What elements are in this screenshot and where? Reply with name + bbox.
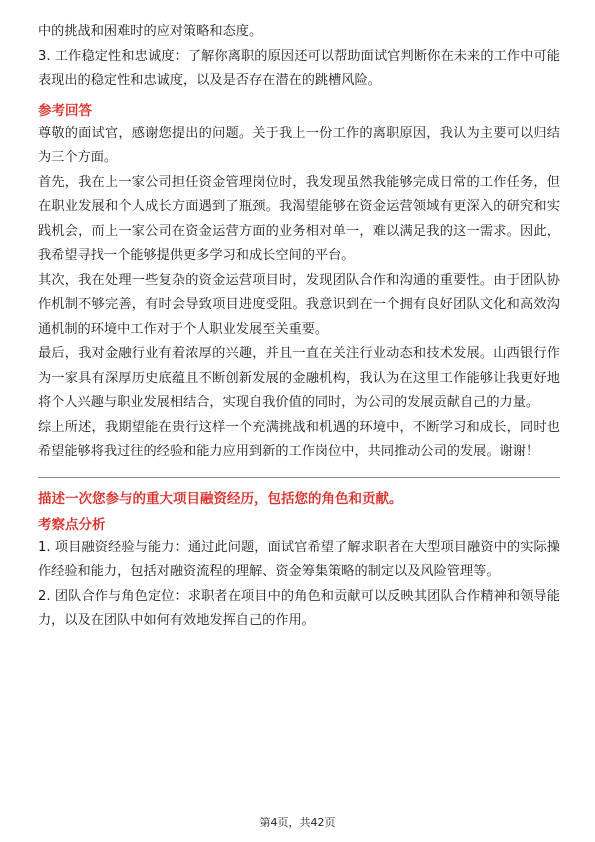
question-heading: 描述一次您参与的重大项目融资经历，包括您的角色和贡献。 (38, 490, 403, 507)
document-page (38, 0, 560, 842)
analysis-item: 2. 团队合作与角色定位：求职者在项目中的角色和贡献可以反映其团队合作精神和领导能力，以及在团队中如何有效地发挥自己的作用。 (38, 588, 560, 628)
analysis-heading: 考察点分析 (38, 516, 106, 533)
analysis-section (38, 514, 560, 634)
intro-continuation: 中的挑战和困难时的应对策略和态度。 (38, 24, 263, 39)
intro-item-3: 3. 工作稳定性和忠诚度：了解你离职的原因还可以帮助面试官判断你在未来的工作中可能表现出的稳定性和忠诚度，以及是否存在潜在的跳槽风险。 (38, 48, 560, 88)
page-footer: 第4页，共42页 (259, 816, 336, 829)
answer-paragraph: 综上所述，我期望能在贵行这样一个充满挑战和机遇的环境中，不断学习和成长，同时也希望能够将我过往的经验和能力应用到新的工作岗位中，共同推动公司的发展。谢谢！ (38, 419, 560, 459)
section-divider (38, 477, 560, 478)
intro-section (38, 0, 560, 94)
answer-paragraph: 尊敬的面试官，感谢您提出的问题。关于我上一份工作的离职原因，我认为主要可以归结为三个方面。 (38, 125, 560, 165)
answer-heading: 参考回答 (38, 102, 92, 119)
answer-section (38, 100, 560, 465)
answer-paragraph: 最后，我对金融行业有着浓厚的兴趣，并且一直在关注行业动态和技术发展。山西银行作为一家具有深厚历史底蕴且不断创新发展的金融机构，我认为在这里工作能够让我更好地将个人兴趣与职业发展相结合，实现自我价值的同时，为公司的发展贡献自己的力量。 (38, 346, 560, 410)
answer-paragraph: 其次，我在处理一些复杂的资金运营项目时，发现团队合作和沟通的重要性。由于团队协作机制不够完善，有时会导致项目进度受阻。我意识到在一个拥有良好团队文化和高效沟通机制的环境中工作对于个人职业发展至关重要。 (38, 272, 560, 337)
analysis-item: 1. 项目融资经验与能力：通过此问题，面试官希望了解求职者在大型项目融资中的实际操作经验和能力，包括对融资流程的理解、资金筹集策略的制定以及风险管理等。 (38, 539, 560, 579)
answer-paragraph: 首先，我在上一家公司担任资金管理岗位时，我发现虽然我能够完成日常的工作任务，但在职业发展和个人成长方面遇到了瓶颈。我渴望能够在资金运营领域有更深入的研究和实践机会，而上一家公司在资金运营方面的业务相对单一，难以满足我的这一需求。因此，我希望寻找一个能够提供更多学习和成长空间的平台。 (38, 174, 560, 263)
